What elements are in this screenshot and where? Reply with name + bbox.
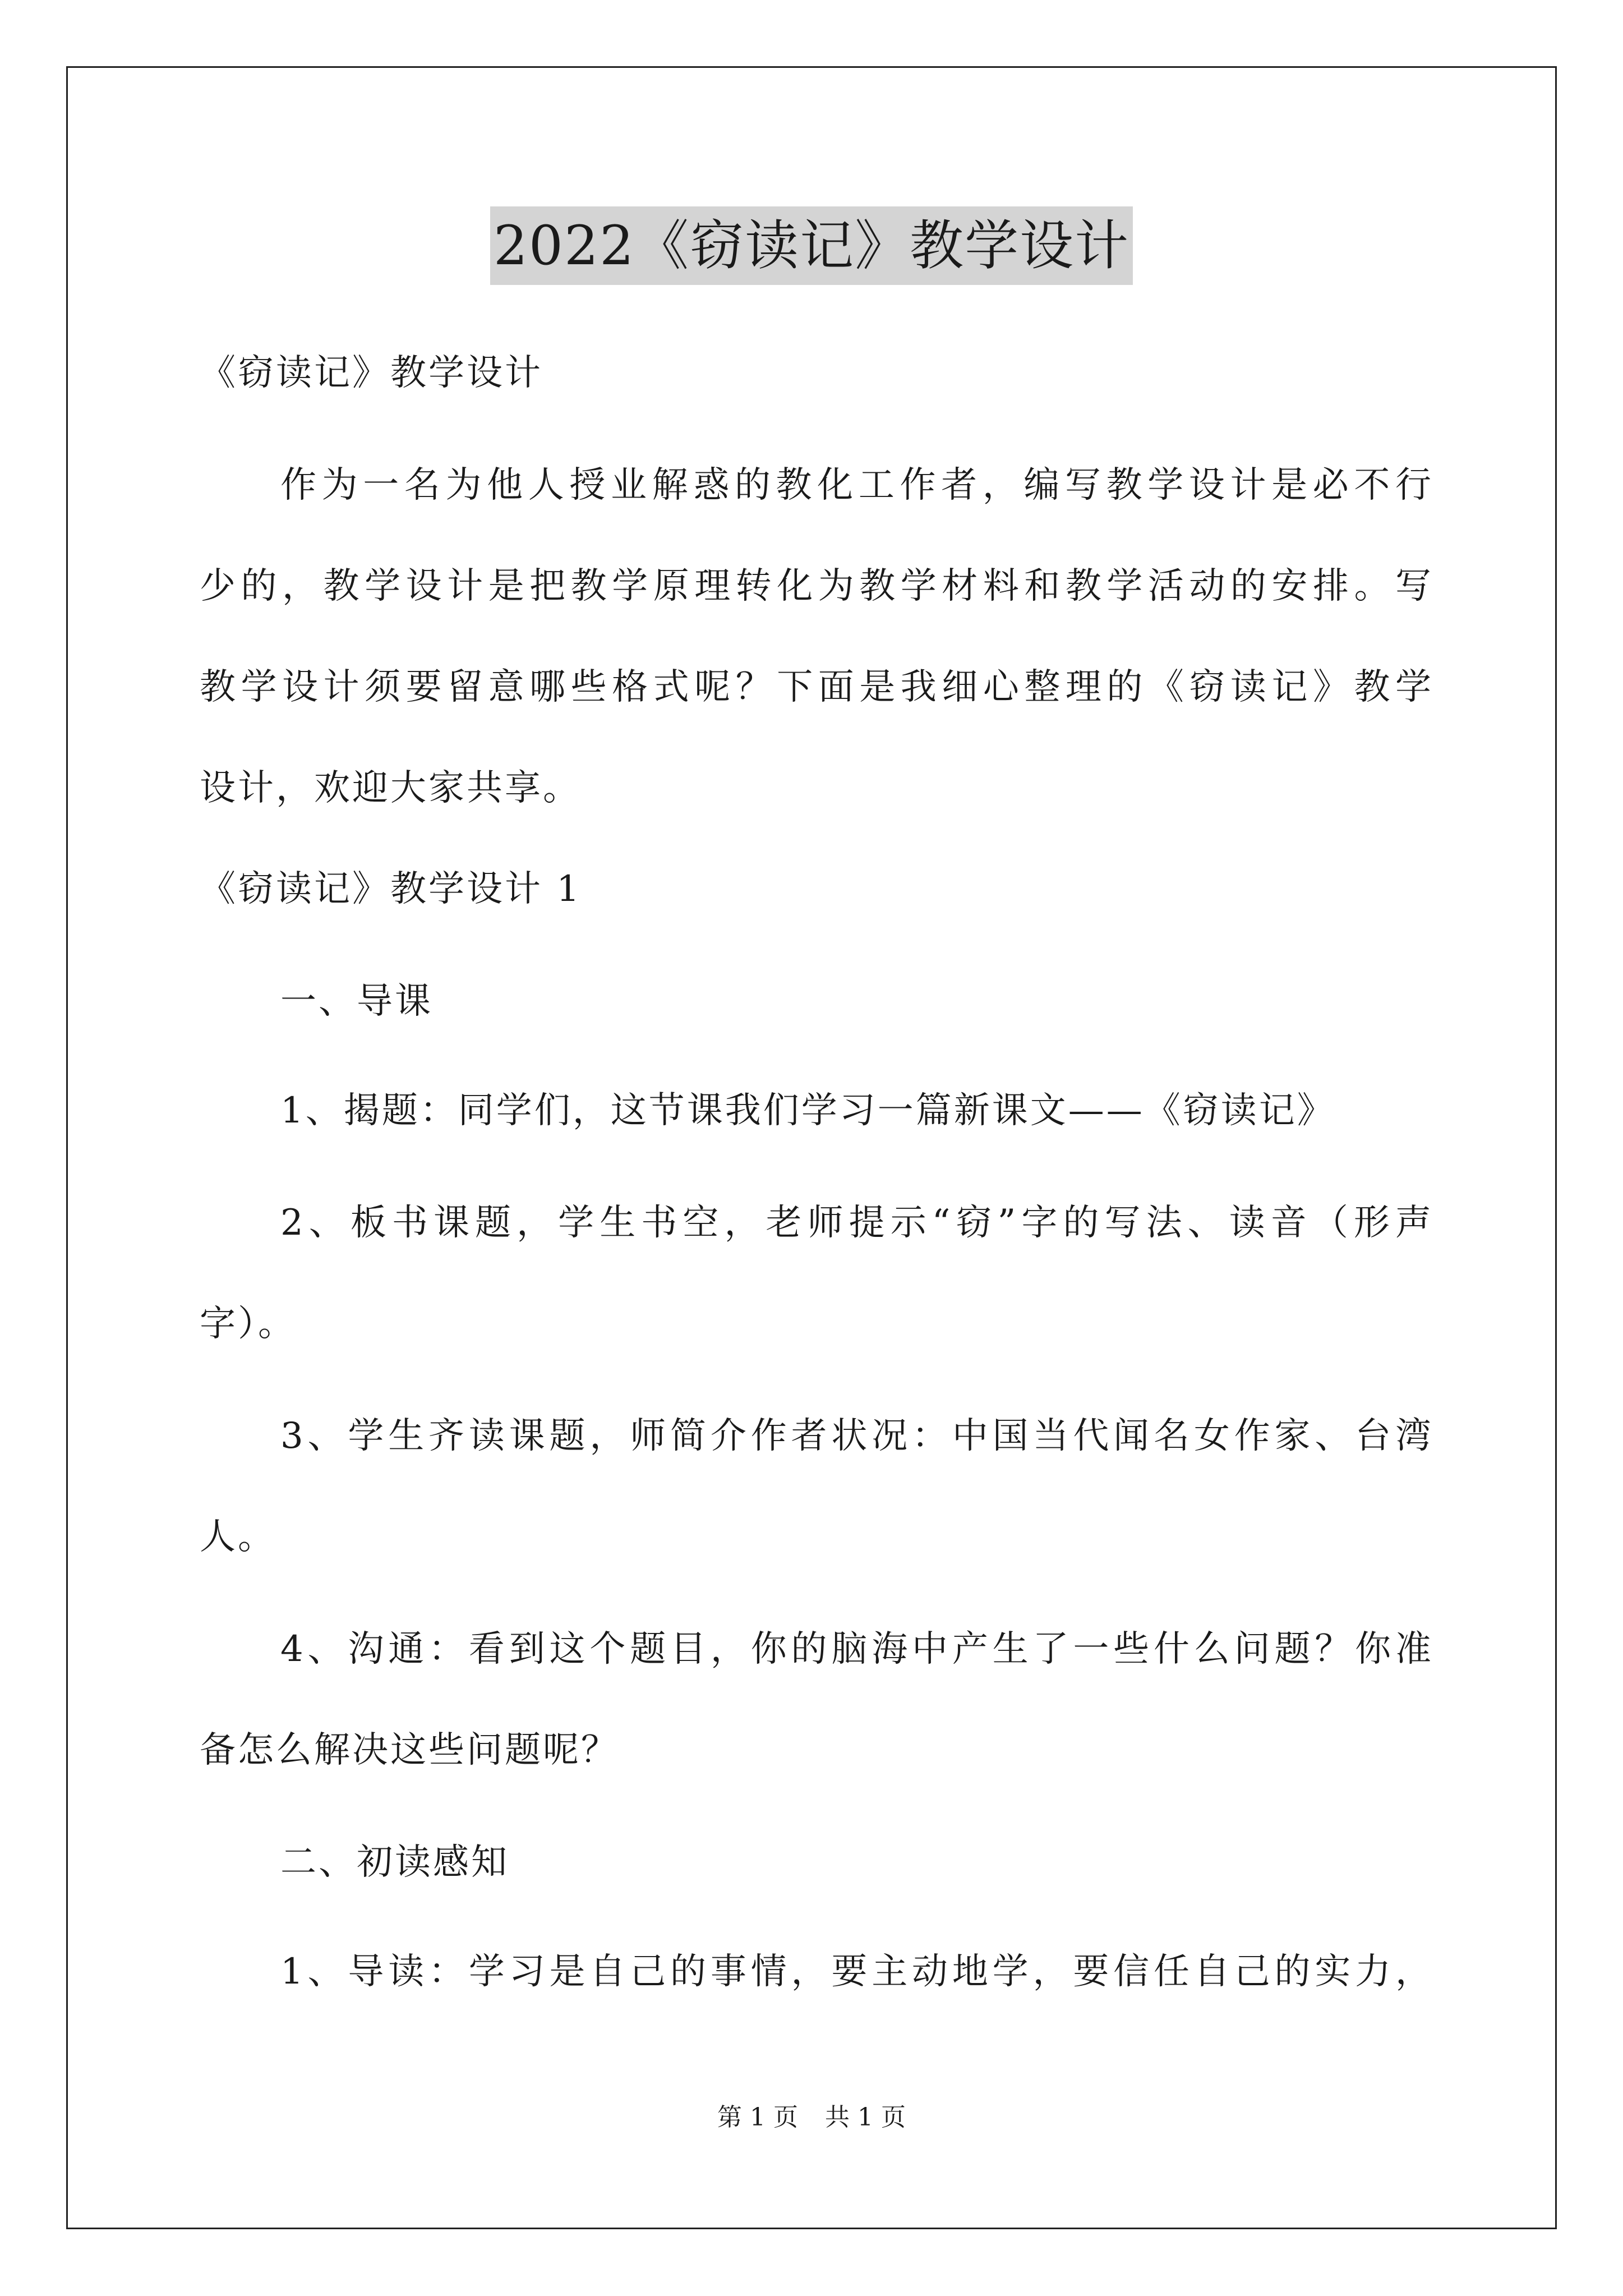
subsection-heading: 二、初读感知	[280, 1842, 509, 1883]
list-item-continuation: 人。	[200, 1516, 276, 1558]
document-title: 2022《窃读记》教学设计	[490, 206, 1133, 285]
subtitle-line: 《窃读记》教学设计	[200, 352, 543, 394]
list-item: 2、板书课题，学生书空，老师提示“窃”字的写法、读音（形声	[280, 1202, 1433, 1244]
subsection-heading: 一、导课	[280, 981, 433, 1022]
page-number-current: 第 1 页	[717, 2103, 798, 2132]
section-heading: 《窃读记》教学设计 1	[200, 868, 582, 910]
title-container	[0, 206, 1623, 285]
paragraph-line: 设计，欢迎大家共享。	[200, 767, 581, 809]
list-item: 1、导读：学习是自己的事情，要主动地学，要信任自己的实力，	[280, 1951, 1433, 1993]
paragraph-line: 少的，教学设计是把教学原理转化为教学材料和教学活动的安排。写	[200, 565, 1433, 607]
list-item: 4、沟通：看到这个题目，你的脑海中产生了一些什么问题？你准	[280, 1628, 1433, 1670]
list-item: 1、揭题：同学们，这节课我们学习一篇新课文——《窃读记》	[280, 1090, 1335, 1131]
page-footer	[0, 2101, 1623, 2134]
paragraph-line: 教学设计须要留意哪些格式呢？下面是我细心整理的《窃读记》教学	[200, 666, 1433, 708]
list-item: 3、学生齐读课题，师简介作者状况：中国当代闻名女作家、台湾	[280, 1415, 1433, 1457]
paragraph-line: 作为一名为他人授业解惑的教化工作者，编写教学设计是必不行	[280, 464, 1433, 506]
list-item-continuation: 备怎么解决这些问题呢？	[200, 1729, 619, 1771]
list-item-continuation: 字）。	[200, 1303, 296, 1345]
page-number-total: 共 1 页	[825, 2103, 906, 2132]
